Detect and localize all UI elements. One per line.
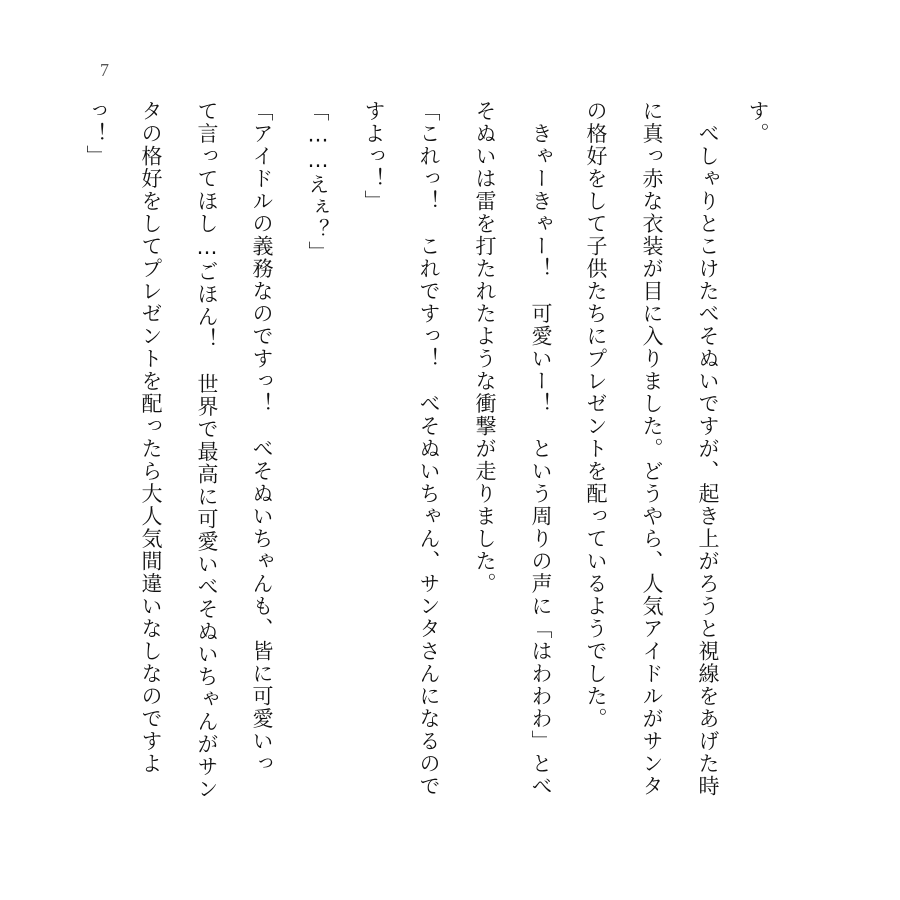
text-line-6: そぬいは雷を打たれたような衝撃が走りました。: [473, 100, 497, 595]
text-line-13: っ！」: [84, 100, 108, 168]
text-line-8: すよっ！」: [362, 100, 386, 213]
page-number: 7: [100, 60, 109, 80]
text-line-9: 「……えぇ？」: [306, 100, 330, 264]
text-line-2: べしゃりとこけたべそぬいですが、起き上がろうと視線をあげた時: [696, 100, 720, 798]
text-line-3: に真っ赤な衣装が目に入りました。どうやら、人気アイドルがサンタ: [640, 100, 664, 798]
text-line-11: て言ってほし…ごほん！ 世界で最高に可愛いべそぬいちゃんがサン: [195, 100, 219, 801]
text-line-5: きゃーきゃー！ 可愛いー！ という周りの声に「はわわわ」とべ: [529, 100, 553, 798]
text-line-10: 「アイドルの義務なのですっ！ べそぬいちゃんも、皆に可愛いっ: [250, 100, 274, 775]
text-line-1: す。: [746, 100, 770, 145]
text-line-12: タの格好をしてプレゼントを配ったら大人気間違いなしなのですよ: [139, 100, 163, 775]
text-line-4: の格好をして子供たちにプレゼントを配っているようでした。: [584, 100, 608, 730]
text-line-7: 「これっ！ これですっ！ べそぬいちゃん、サンタさんになるので: [417, 100, 441, 798]
